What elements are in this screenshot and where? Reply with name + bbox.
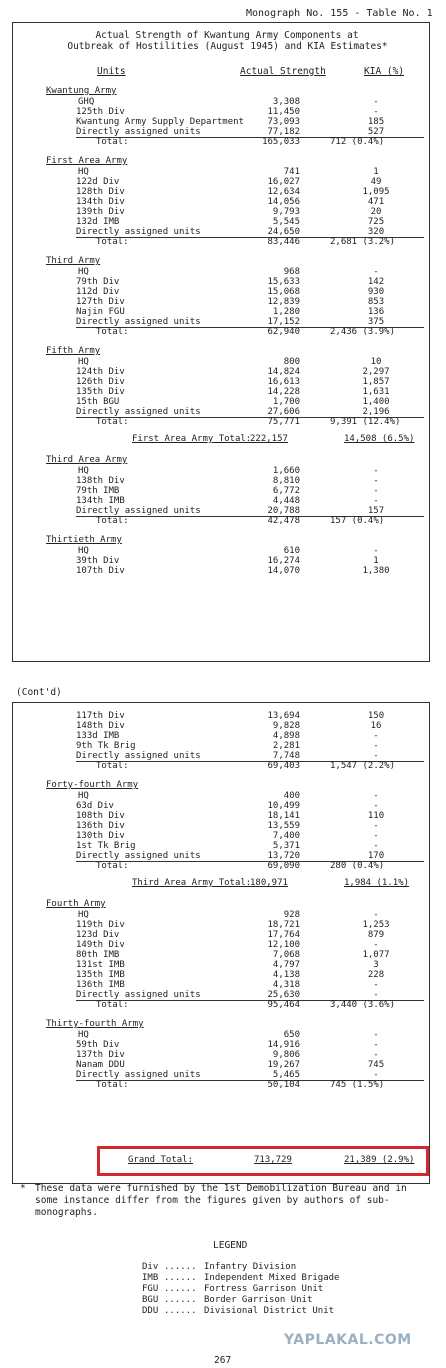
strength-value: 9,828 (272, 721, 300, 731)
legend-abbr: Div (142, 1262, 159, 1272)
area-army-total-label: First Area Army Total: (132, 434, 252, 444)
total-strength: 83,446 (267, 237, 300, 247)
kia-value: 170 (367, 851, 385, 861)
strength-value: 24,650 (267, 227, 300, 237)
unit-name: Najin FGU (76, 307, 125, 317)
legend-title: LEGEND (213, 1240, 248, 1251)
kia-value: 1,400 (362, 397, 390, 407)
strength-value: 400 (283, 791, 300, 801)
legend-definition: Independent Mixed Brigade (204, 1273, 340, 1283)
unit-name: 134th IMB (76, 496, 125, 506)
grand-total-label: Grand Total: (128, 1155, 194, 1165)
unit-name: 79th Div (76, 277, 120, 287)
total-kia: 3,440 (3.6%) (330, 1000, 396, 1010)
strength-value: 15,633 (267, 277, 300, 287)
strength-value: 18,721 (267, 920, 300, 930)
strength-value: 4,797 (272, 960, 300, 970)
unit-name: Directly assigned units (76, 506, 201, 516)
kia-value: 2,297 (362, 367, 390, 377)
army-heading: Thirty-fourth Army (46, 1019, 144, 1029)
total-strength: 95,464 (267, 1000, 300, 1010)
kia-value: - (373, 841, 379, 851)
unit-name: 59th Div (76, 1040, 120, 1050)
strength-value: 19,267 (267, 1060, 300, 1070)
strength-value: 968 (283, 267, 300, 277)
legend-abbr: DDU (142, 1306, 159, 1316)
kia-value: 16 (370, 721, 382, 731)
kia-value: - (373, 496, 379, 506)
unit-name: 136th Div (76, 821, 125, 831)
unit-name: 127th Div (76, 297, 125, 307)
strength-value: 13,720 (267, 851, 300, 861)
kia-value: 1,380 (362, 566, 390, 576)
strength-value: 14,824 (267, 367, 300, 377)
strength-value: 14,056 (267, 197, 300, 207)
unit-name: 1st Tk Brig (76, 841, 136, 851)
strength-value: 7,748 (272, 751, 300, 761)
page-number: 267 (214, 1355, 232, 1366)
unit-name: 128th Div (76, 187, 125, 197)
kia-value: 157 (367, 506, 385, 516)
strength-value: 3,308 (272, 97, 300, 107)
unit-name: 131st IMB (76, 960, 125, 970)
kia-value: - (373, 741, 379, 751)
legend-abbr: BGU (142, 1295, 159, 1305)
unit-name: HQ (78, 910, 89, 920)
grand-total-strength: 713,729 (254, 1155, 292, 1165)
unit-name: 119th Div (76, 920, 125, 930)
total-kia: 745 (1.5%) (330, 1080, 385, 1090)
army-heading: Forty-fourth Army (46, 780, 139, 790)
strength-value: 1,700 (272, 397, 300, 407)
legend-definition: Fortress Garrison Unit (204, 1284, 324, 1294)
legend-dots: ...... (164, 1262, 197, 1272)
kia-value: - (373, 910, 379, 920)
strength-value: 1,280 (272, 307, 300, 317)
kia-value: 745 (367, 1060, 385, 1070)
strength-value: 5,545 (272, 217, 300, 227)
unit-name: 108th Div (76, 811, 125, 821)
army-heading: Third Army (46, 256, 101, 266)
unit-name: 122d Div (76, 177, 120, 187)
strength-value: 13,694 (267, 711, 300, 721)
kia-value: 1,253 (362, 920, 390, 930)
kia-value: 527 (367, 127, 385, 137)
kia-value: 228 (367, 970, 385, 980)
kia-value: 150 (367, 711, 385, 721)
total-label: Total: (96, 327, 129, 337)
kia-value: 20 (370, 207, 382, 217)
strength-value: 2,281 (272, 741, 300, 751)
total-label: Total: (96, 761, 129, 771)
column-header-kia: KIA (%) (364, 66, 405, 77)
watermark: YAPLAKAL.COM (284, 1332, 412, 1348)
area-army-total-label: Third Area Army Total: (132, 878, 252, 888)
strength-value: 77,182 (267, 127, 300, 137)
kia-value: 320 (367, 227, 385, 237)
kia-value: - (373, 107, 379, 117)
area-army-total-kia: 14,508 (6.5%) (344, 434, 415, 444)
strength-value: 4,898 (272, 731, 300, 741)
unit-name: 39th Div (76, 556, 120, 566)
total-label: Total: (96, 861, 129, 871)
total-label: Total: (96, 1080, 129, 1090)
strength-value: 16,274 (267, 556, 300, 566)
unit-name: Directly assigned units (76, 851, 201, 861)
strength-value: 800 (283, 357, 300, 367)
strength-value: 25,630 (267, 990, 300, 1000)
legend-dots: ...... (164, 1306, 197, 1316)
army-heading: Third Area Army (46, 455, 128, 465)
strength-value: 12,100 (267, 940, 300, 950)
kia-value: - (373, 1050, 379, 1060)
kia-value: - (373, 486, 379, 496)
strength-value: 18,141 (267, 811, 300, 821)
strength-value: 10,499 (267, 801, 300, 811)
table-title-line2: Outbreak of Hostilities (August 1945) and KIA Estimates* (67, 41, 388, 52)
strength-value: 4,318 (272, 980, 300, 990)
kia-value: 110 (367, 811, 385, 821)
unit-name: 135th IMB (76, 970, 125, 980)
unit-name: Directly assigned units (76, 1070, 201, 1080)
total-kia: 157 (0.4%) (330, 516, 385, 526)
legend-abbr: IMB (142, 1273, 159, 1283)
unit-name: 149th Div (76, 940, 125, 950)
unit-name: HQ (78, 357, 89, 367)
strength-value: 928 (283, 910, 300, 920)
legend-dots: ...... (164, 1273, 197, 1283)
strength-value: 17,764 (267, 930, 300, 940)
strength-value: 14,070 (267, 566, 300, 576)
total-strength: 50,104 (267, 1080, 300, 1090)
strength-value: 650 (283, 1030, 300, 1040)
monograph-header: Monograph No. 155 - Table No. 1 (246, 8, 433, 19)
kia-value: - (373, 791, 379, 801)
unit-name: Kwantung Army Supply Department (76, 117, 244, 127)
army-heading: Fourth Army (46, 899, 106, 909)
unit-name: 80th IMB (76, 950, 120, 960)
kia-value: 853 (367, 297, 385, 307)
legend-abbr: FGU (142, 1284, 159, 1294)
total-label: Total: (96, 237, 129, 247)
strength-value: 4,138 (272, 970, 300, 980)
strength-value: 14,916 (267, 1040, 300, 1050)
legend-definition: Border Garrison Unit (204, 1295, 313, 1305)
total-kia: 712 (0.4%) (330, 137, 385, 147)
strength-value: 5,371 (272, 841, 300, 851)
unit-name: Directly assigned units (76, 751, 201, 761)
unit-name: 126th Div (76, 377, 125, 387)
unit-name: 125th Div (76, 107, 125, 117)
kia-value: 375 (367, 317, 385, 327)
total-strength: 62,940 (267, 327, 300, 337)
total-kia: 9,391 (12.4%) (330, 417, 401, 427)
kia-value: - (373, 751, 379, 761)
column-header-strength: Actual Strength (240, 66, 326, 77)
unit-name: GHQ (78, 97, 95, 107)
total-strength: 165,033 (262, 137, 300, 147)
kia-value: 10 (370, 357, 382, 367)
kia-value: - (373, 476, 379, 486)
strength-value: 13,559 (267, 821, 300, 831)
unit-name: Directly assigned units (76, 407, 201, 417)
total-kia: 280 (0.4%) (330, 861, 385, 871)
total-strength: 69,403 (267, 761, 300, 771)
unit-name: Directly assigned units (76, 317, 201, 327)
total-kia: 2,681 (3.2%) (330, 237, 396, 247)
strength-value: 12,839 (267, 297, 300, 307)
unit-name: 107th Div (76, 566, 125, 576)
area-army-total-strength: 222,157 (250, 434, 288, 444)
area-army-total-kia: 1,984 (1.1%) (344, 878, 410, 888)
kia-value: - (373, 1030, 379, 1040)
strength-value: 16,027 (267, 177, 300, 187)
unit-name: 139th Div (76, 207, 125, 217)
unit-name: 133d IMB (76, 731, 120, 741)
strength-value: 7,068 (272, 950, 300, 960)
unit-name: 135th Div (76, 387, 125, 397)
kia-value: 1,077 (362, 950, 390, 960)
kia-value: 1,631 (362, 387, 390, 397)
unit-name: 124th Div (76, 367, 125, 377)
kia-value: - (373, 731, 379, 741)
strength-value: 15,068 (267, 287, 300, 297)
strength-value: 11,450 (267, 107, 300, 117)
kia-value: - (373, 831, 379, 841)
kia-value: 2,196 (362, 407, 390, 417)
unit-name: 15th BGU (76, 397, 120, 407)
unit-name: 138th Div (76, 476, 125, 486)
kia-value: - (373, 821, 379, 831)
unit-name: Nanam DDU (76, 1060, 125, 1070)
unit-name: HQ (78, 167, 89, 177)
legend-dots: ...... (164, 1284, 197, 1294)
total-strength: 75,771 (267, 417, 300, 427)
unit-name: 123d Div (76, 930, 120, 940)
unit-name: 148th Div (76, 721, 125, 731)
total-strength: 69,090 (267, 861, 300, 871)
unit-name: 63d Div (76, 801, 114, 811)
kia-value: - (373, 1070, 379, 1080)
strength-value: 741 (283, 167, 300, 177)
footnote-line-1: These data were furnished by the 1st Demobilization Bureau and in (35, 1183, 407, 1194)
grand-total-kia: 21,389 (2.9%) (344, 1155, 415, 1165)
army-heading: Thirtieth Army (46, 535, 122, 545)
unit-name: 130th Div (76, 831, 125, 841)
kia-value: 471 (367, 197, 385, 207)
kia-value: 1 (373, 167, 379, 177)
kia-value: 3 (373, 960, 379, 970)
continued-label: (Cont'd) (16, 687, 62, 698)
unit-name: Directly assigned units (76, 990, 201, 1000)
unit-name: 112d Div (76, 287, 120, 297)
unit-name: 117th Div (76, 711, 125, 721)
kia-value: 185 (367, 117, 385, 127)
kia-value: - (373, 466, 379, 476)
footnote-star: * (20, 1183, 26, 1194)
unit-name: HQ (78, 267, 89, 277)
kia-value: 49 (370, 177, 382, 187)
kia-value: - (373, 990, 379, 1000)
table-title-line1: Actual Strength of Kwantung Army Components at (95, 30, 359, 41)
strength-value: 9,806 (272, 1050, 300, 1060)
unit-name: 9th Tk Brig (76, 741, 136, 751)
strength-value: 73,093 (267, 117, 300, 127)
unit-name: Directly assigned units (76, 127, 201, 137)
total-kia: 2,436 (3.9%) (330, 327, 396, 337)
kia-value: 142 (367, 277, 385, 287)
strength-value: 27,606 (267, 407, 300, 417)
strength-value: 17,152 (267, 317, 300, 327)
unit-name: 132d IMB (76, 217, 120, 227)
unit-name: Directly assigned units (76, 227, 201, 237)
army-heading: Kwantung Army (46, 86, 117, 96)
unit-name: HQ (78, 466, 89, 476)
strength-value: 16,613 (267, 377, 300, 387)
strength-value: 610 (283, 546, 300, 556)
footnote-line-2: some instance differ from the figures given by authors of sub- (35, 1195, 390, 1206)
kia-value: - (373, 267, 379, 277)
unit-name: 134th Div (76, 197, 125, 207)
unit-name: HQ (78, 1030, 89, 1040)
kia-value: - (373, 97, 379, 107)
strength-value: 6,772 (272, 486, 300, 496)
unit-name: HQ (78, 791, 89, 801)
strength-value: 9,793 (272, 207, 300, 217)
legend-definition: Infantry Division (204, 1262, 297, 1272)
kia-value: - (373, 980, 379, 990)
kia-value: 930 (367, 287, 385, 297)
area-army-total-strength: 180,971 (250, 878, 288, 888)
kia-value: 725 (367, 217, 385, 227)
kia-value: 136 (367, 307, 385, 317)
strength-value: 20,788 (267, 506, 300, 516)
legend-definition: Divisional District Unit (204, 1306, 335, 1316)
total-label: Total: (96, 1000, 129, 1010)
strength-value: 4,448 (272, 496, 300, 506)
strength-value: 14,228 (267, 387, 300, 397)
unit-name: 136th IMB (76, 980, 125, 990)
kia-value: - (373, 940, 379, 950)
unit-name: 137th Div (76, 1050, 125, 1060)
kia-value: 1,095 (362, 187, 390, 197)
legend-dots: ...... (164, 1295, 197, 1305)
kia-value: 1 (373, 556, 379, 566)
footnote-line-3: monographs. (35, 1207, 98, 1218)
kia-value: - (373, 546, 379, 556)
kia-value: 1,857 (362, 377, 390, 387)
strength-value: 5,465 (272, 1070, 300, 1080)
total-strength: 42,478 (267, 516, 300, 526)
army-heading: First Area Army (46, 156, 128, 166)
total-kia: 1,547 (2.2%) (330, 761, 396, 771)
strength-value: 1,660 (272, 466, 300, 476)
total-label: Total: (96, 516, 129, 526)
army-heading: Fifth Army (46, 346, 101, 356)
unit-name: 79th IMB (76, 486, 120, 496)
total-label: Total: (96, 417, 129, 427)
strength-value: 7,400 (272, 831, 300, 841)
strength-value: 12,634 (267, 187, 300, 197)
column-header-units: Units (97, 66, 126, 77)
unit-name: HQ (78, 546, 89, 556)
kia-value: - (373, 1040, 379, 1050)
kia-value: - (373, 801, 379, 811)
strength-value: 8,810 (272, 476, 300, 486)
total-label: Total: (96, 137, 129, 147)
kia-value: 879 (367, 930, 385, 940)
